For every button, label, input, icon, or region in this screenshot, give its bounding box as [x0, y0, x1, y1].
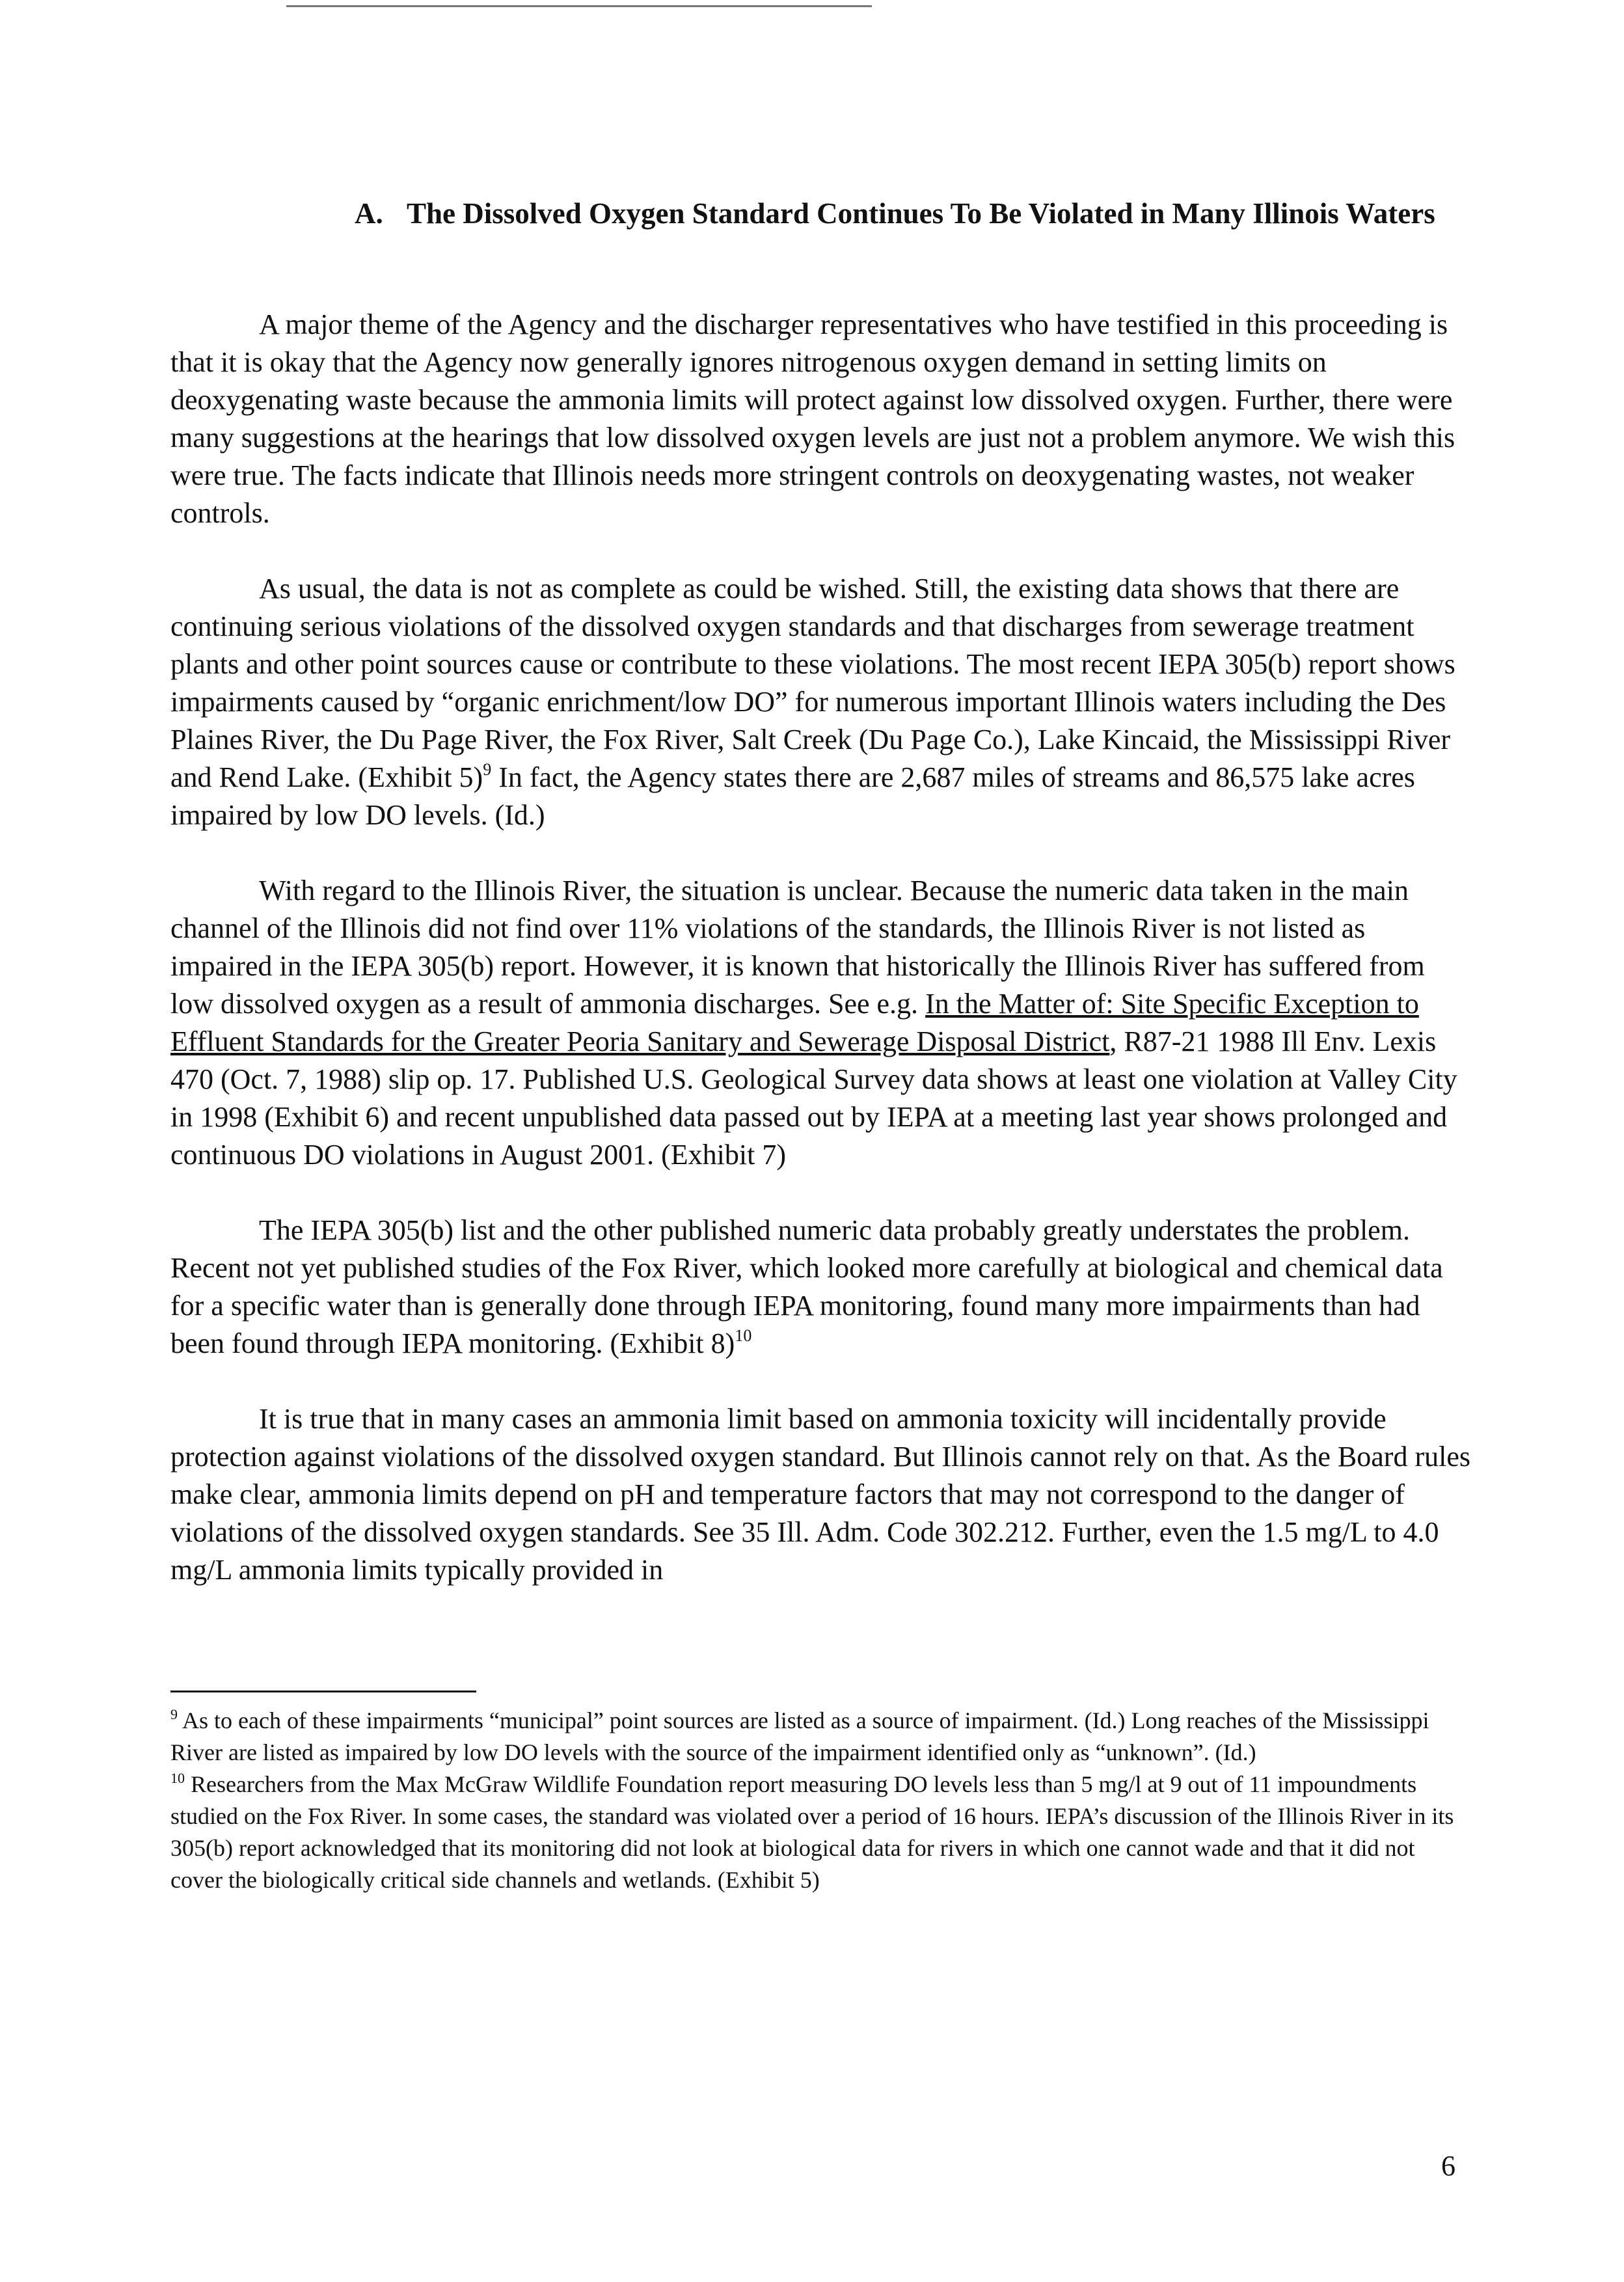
top-scan-rule	[286, 5, 872, 7]
section-letter: A.	[355, 197, 383, 230]
paragraph-3	[170, 872, 1470, 1174]
footnote-separator	[170, 1691, 476, 1692]
paragraph-3-text-a: With regard to the Illinois River, the situation is unclear. Because the numeric data taken in the main channel of the Illinois did not find over 11% violations of the standards, the Illinois River is not listed as impaired in the IEPA 305(b) report. However, it is known that historically the Illinois River has suffered from low dissolved oxygen as a result of ammonia discharges. See e.g.	[170, 875, 1425, 1020]
footnote-9-mark: 9	[170, 1706, 178, 1722]
footnotes	[170, 1705, 1470, 1896]
page-number: 6	[1441, 2150, 1455, 2182]
paragraph-4-text: The IEPA 305(b) list and the other published numeric data probably greatly understates the problem. Recent not yet published studies of the Fox River, which looked more carefully at biological and chemical data for a specific water than is generally done through IEPA monitoring, found many more impairments than had been found through IEPA monitoring. (Exhibit 8)	[170, 1214, 1443, 1359]
footnote-ref-9: 9	[483, 760, 492, 779]
paragraph-5-text: It is true that in many cases an ammonia limit based on ammonia toxicity will incidentally provide protection against violations of the dissolved oxygen standard. But Illinois cannot rely on that. As the Board rules make clear, ammonia limits depend on pH and temperature factors that may not correspond to the danger of violations of the dissolved oxygen standards. See 35 Ill. Adm. Code 302.212. Further, even the 1.5 mg/L to 4.0 mg/L ammonia limits typically provided in	[170, 1403, 1470, 1586]
paragraph-3-text-b: , R87-21 1988 Ill Env. Lexis 470 (Oct. 7, 1988) slip op. 17. Published U.S. Geological Survey data shows at least one violation at Valley City in 1998 (Exhibit 6) and recent unpublished data passed out by IEPA at a meeting last year shows prolonged and continuous DO violations in August 2001. (Exhibit 7)	[170, 1026, 1457, 1171]
paragraph-2-text-a: As usual, the data is not as complete as could be wished. Still, the existing data shows that there are continuing serious violations of the dissolved oxygen standards and that discharges from sewerage treatment plants and other point sources cause or contribute to these violations. The most recent IEPA 305(b) report shows impairments caused by “organic enrichment/low DO” for numerous important Illinois waters including the Des Plaines River, the Du Page River, the Fox River, Salt Creek (Du Page Co.), Lake Kincaid, the Mississippi River and Rend Lake. (Exhibit 5)	[170, 573, 1455, 793]
section-heading	[355, 195, 1461, 232]
footnote-ref-10: 10	[735, 1326, 752, 1345]
paragraph-4	[170, 1212, 1470, 1363]
body-text	[170, 306, 1470, 1627]
footnote-9-text: As to each of these impairments “municipal” point sources are listed as a source of impairment. (Id.) Long reaches of the Mississippi River are listed as impaired by low DO levels with the source of the impairment identified only as “unknown”. (Id.)	[170, 1707, 1429, 1765]
case-citation: In the Matter of: Site Specific Exception to Effluent Standards for the Greater Peoria Sanitary and Sewerage Disposal District	[170, 988, 1419, 1057]
paragraph-1-text: A major theme of the Agency and the discharger representatives who have testified in this proceeding is that it is okay that the Agency now generally ignores nitrogenous oxygen demand in setting limits on deoxygenating waste because the ammonia limits will protect against low dissolved oxygen. Further, there were many suggestions at the hearings that low dissolved oxygen levels are just not a problem anymore. We wish this were true. The facts indicate that Illinois needs more stringent controls on deoxygenating wastes, not weaker controls.	[170, 308, 1455, 529]
section-title: The Dissolved Oxygen Standard Continues To Be Violated in Many Illinois Waters	[407, 197, 1435, 230]
footnote-10-mark: 10	[170, 1770, 185, 1786]
paragraph-1	[170, 306, 1470, 532]
footnote-10-text: Researchers from the Max McGraw Wildlife Foundation report measuring DO levels less than 5 mg/l at 9 out of 11 impoundments studied on the Fox River. In some cases, the standard was violated over a period of 16 hours. IEPA’s discussion of the Illinois River in its 305(b) report acknowledged that its monitoring did not look at biological data for rivers in which one cannot wade and that it did not cover the biologically critical side channels and wetlands. (Exhibit 5)	[170, 1771, 1454, 1893]
paragraph-2-text-b: In fact, the Agency states there are 2,687 miles of streams and 86,575 lake acres impaired by low DO levels. (Id.)	[170, 761, 1415, 831]
paragraph-5	[170, 1400, 1470, 1589]
paragraph-2	[170, 570, 1470, 834]
footnote-10	[170, 1769, 1470, 1896]
footnote-9	[170, 1705, 1470, 1769]
